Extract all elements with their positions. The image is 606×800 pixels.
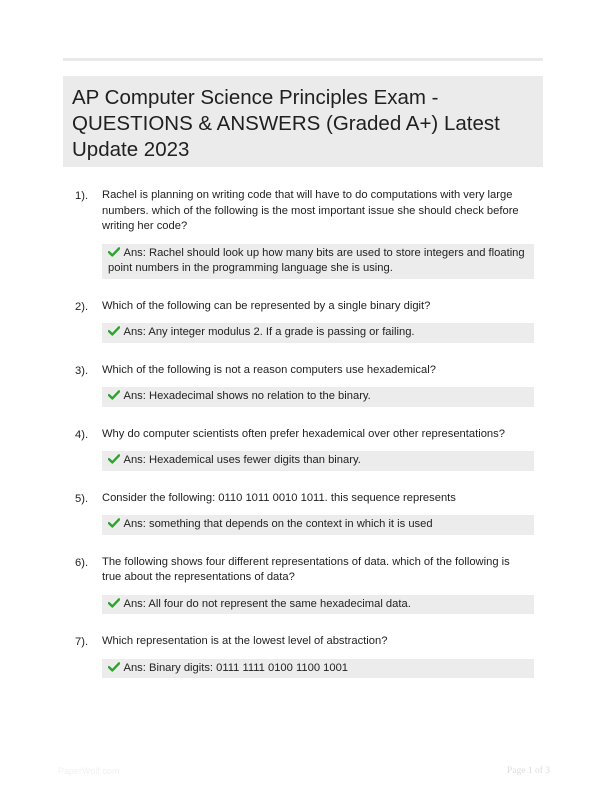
answer-box <box>102 515 534 535</box>
title-box <box>63 76 543 167</box>
answer-box <box>102 595 534 615</box>
answer-box <box>102 659 534 679</box>
question-text: Why do computer scientists often prefer hexademical over other representations? <box>102 427 505 440</box>
qa-item <box>0 427 606 471</box>
answer-box <box>102 451 534 471</box>
question-number: 4). <box>75 428 89 441</box>
question-text: Which representation is at the lowest level of abstraction? <box>102 635 388 647</box>
question-text: Consider the following: 0110 1011 0010 1011. this sequence represents <box>102 491 456 504</box>
answer-text: Ans: something that depends on the context in which it is used <box>123 518 433 530</box>
checkmark-icon <box>108 454 120 464</box>
checkmark-icon <box>108 662 120 672</box>
qa-list <box>0 188 606 698</box>
question-number: 3). <box>75 364 89 377</box>
qa-item <box>0 299 606 343</box>
checkmark-icon <box>108 598 120 608</box>
qa-item <box>0 188 606 279</box>
question-number: 2). <box>75 300 89 313</box>
question-number: 5). <box>75 492 89 505</box>
answer-text: Ans: Any integer modulus 2. If a grade is passing or failing. <box>123 326 415 338</box>
checkmark-icon <box>108 390 120 400</box>
answer-box <box>102 244 534 279</box>
answer-box <box>102 323 534 343</box>
qa-item <box>0 491 606 535</box>
checkmark-icon <box>108 247 120 257</box>
answer-box <box>102 387 534 407</box>
checkmark-icon <box>108 518 120 528</box>
qa-item <box>0 555 606 615</box>
question-number: 6). <box>75 556 89 569</box>
question-number: 1). <box>75 190 89 202</box>
answer-text: Ans: Rachel should look up how many bits are used to store integers and floating point numbers in the programming language she is using. <box>108 246 525 274</box>
qa-item <box>0 634 606 678</box>
question-text: The following shows four different representations of data. which of the following is true about the representations of data? <box>102 555 510 583</box>
answer-text: Ans: Hexademical uses fewer digits than binary. <box>123 454 361 466</box>
document-title: AP Computer Science Principles Exam - QUESTIONS & ANSWERS (Graded A+) Latest Update 2023 <box>72 86 500 161</box>
question-text: Which of the following is not a reason computers use hexademical? <box>102 363 436 376</box>
question-text: Which of the following can be represented by a single binary digit? <box>102 299 431 312</box>
question-text: Rachel is planning on writing code that will have to do computations with very large numbers. which of the following is the most important issue she should check before writing her code? <box>102 189 519 232</box>
qa-item <box>0 363 606 407</box>
top-divider <box>63 58 543 61</box>
answer-text: Ans: Hexadecimal shows no relation to the binary. <box>123 390 371 402</box>
question-number: 7). <box>75 636 89 648</box>
answer-text: Ans: Binary digits: 0111 1111 0100 1100 1001 <box>123 661 349 674</box>
page-number: Page 1 of 3 <box>507 766 551 776</box>
footer-watermark: PaperWolf.com <box>58 766 120 776</box>
checkmark-icon <box>108 326 120 336</box>
answer-text: Ans: All four do not represent the same hexadecimal data. <box>123 597 411 610</box>
